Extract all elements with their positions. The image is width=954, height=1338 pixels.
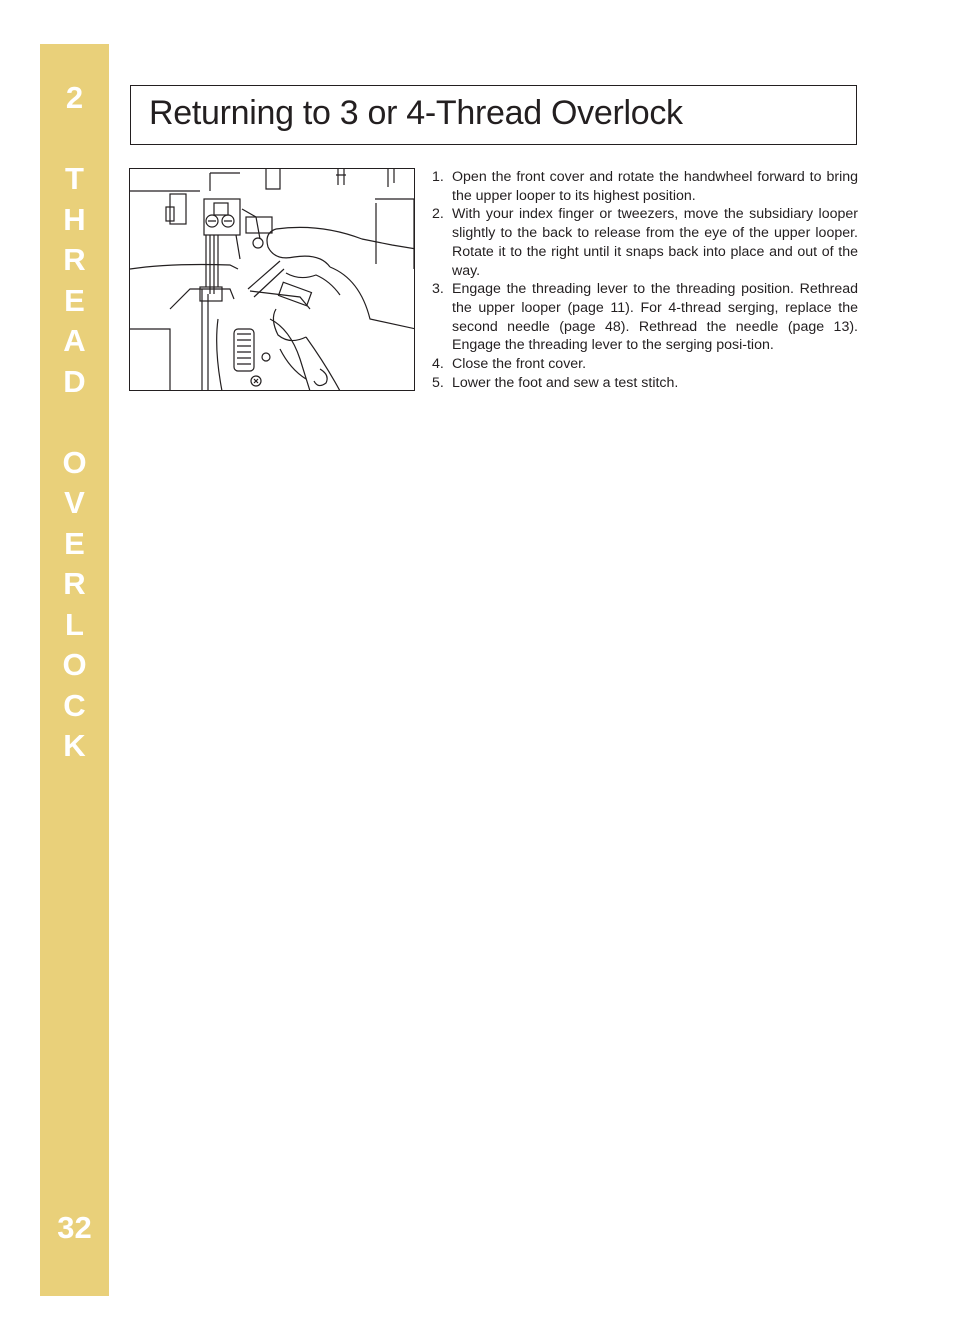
list-item (432, 205, 858, 280)
serger-hand-drawing (130, 169, 415, 391)
list-item (432, 168, 858, 205)
chapter-letter: D (63, 363, 86, 399)
step-text: Open the front cover and rotate the handwheel forward to bring the upper looper to its highest position. (452, 169, 858, 204)
chapter-letter: E (64, 282, 85, 318)
step-number: 5. (432, 374, 444, 391)
chapter-letter: H (63, 201, 86, 237)
chapter-letter (40, 119, 109, 160)
chapter-letter (40, 402, 109, 443)
step-text: Engage the threading lever to the threading position. Rethread the upper looper (page 11). For 4-thread serging, replace the second needle (page 48). Rethread the needle (page 13). Engage the threading lever to the serging posi-tion. (452, 281, 858, 354)
chapter-letter: R (63, 242, 86, 277)
step-number: 4. (432, 356, 444, 373)
list-item (432, 355, 858, 374)
chapter-letter: T (65, 161, 84, 196)
chapter-title-vertical (40, 78, 109, 767)
page-title: Returning to 3 or 4-Thread Overlock (149, 94, 683, 132)
step-number: 1. (432, 169, 444, 185)
step-text: With your index finger or tweezers, move the subsidiary looper slightly to the back to release from the eye of the upper looper. Rotate it to the right until it snaps back into place and out of the way. (452, 206, 858, 279)
list-item (432, 280, 858, 355)
list-item (432, 374, 858, 393)
chapter-letter: A (63, 323, 86, 358)
chapter-letter: V (64, 485, 85, 520)
chapter-letter: L (65, 606, 84, 642)
chapter-letter: 2 (65, 80, 84, 115)
chapter-letter: O (62, 444, 87, 480)
step-number: 3. (432, 281, 444, 298)
serger-illustration (129, 168, 415, 391)
instruction-steps (432, 168, 858, 392)
chapter-letter: R (63, 566, 86, 601)
title-box (130, 85, 857, 145)
chapter-letter: C (63, 687, 86, 723)
step-text: Close the front cover. (452, 356, 587, 373)
chapter-letter: E (64, 525, 85, 561)
step-number: 2. (432, 206, 444, 223)
page-number: 32 (57, 1210, 92, 1245)
step-text: Lower the foot and sew a test stitch. (452, 374, 679, 391)
chapter-letter: O (62, 647, 87, 682)
chapter-letter: K (63, 728, 86, 763)
